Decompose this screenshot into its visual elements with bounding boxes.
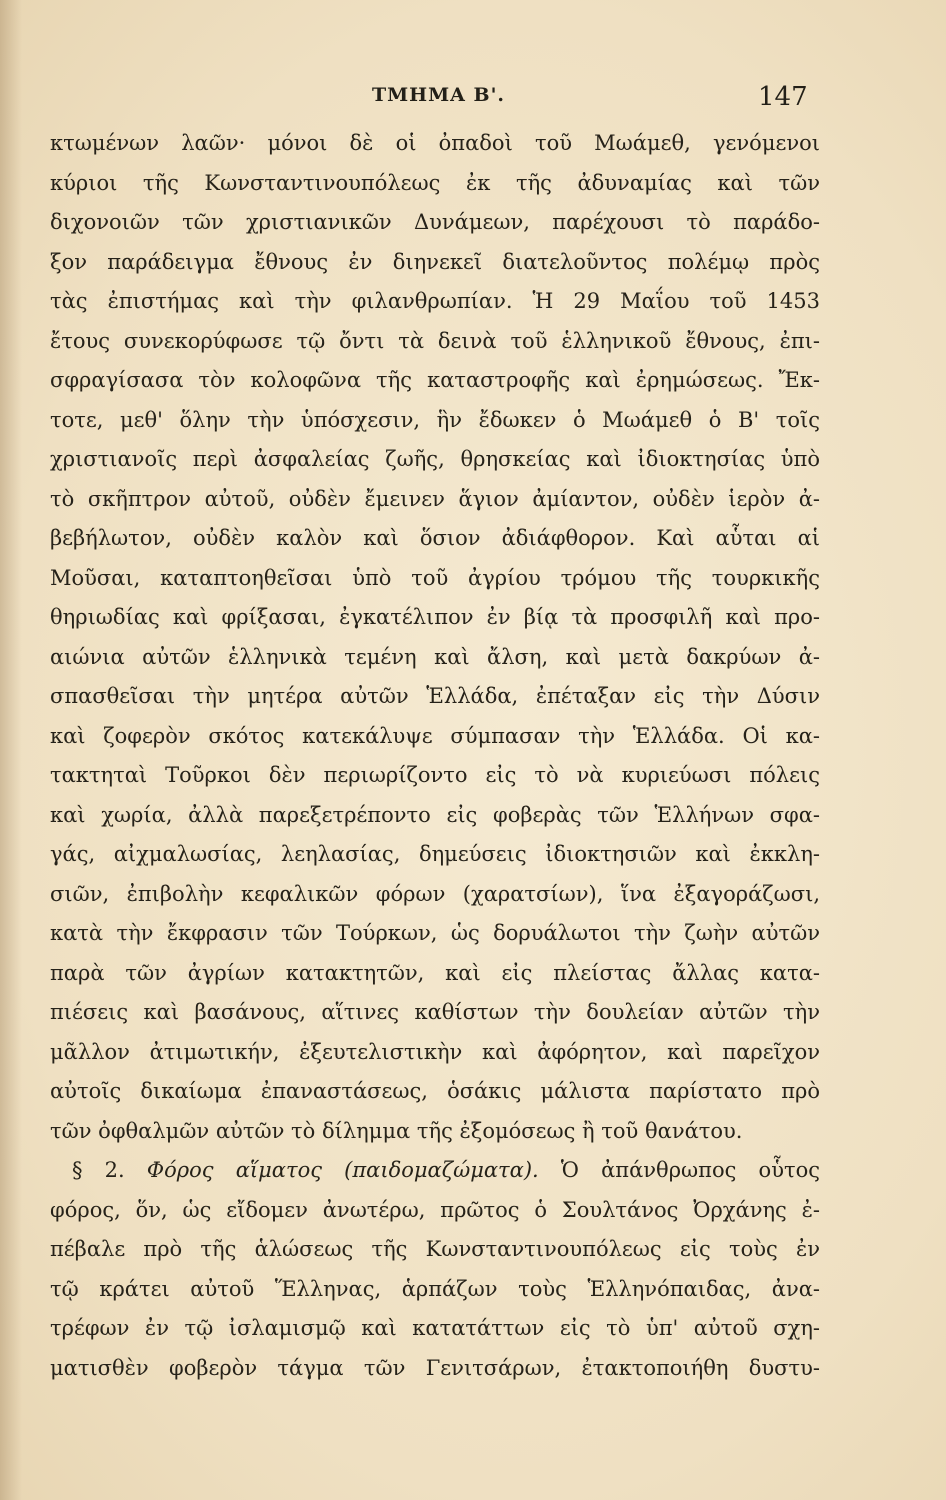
text-line: καὶ ζοφερὸν σκότος κατεκάλυψε σύμπασαν τὴν Ἑλλάδα. Οἱ κα-: [50, 723, 820, 748]
text-line: κτωμένων λαῶν· μόνοι δὲ οἱ ὀπαδοὶ τοῦ Μωάμεθ, γενόμενοι: [50, 131, 820, 155]
text-line: αιώνια αὐτῶν ἑλληνικὰ τεμένη καὶ ἄλση, καὶ μετὰ δακρύων ἀ-: [50, 644, 820, 669]
text-line: ξον παράδειγμα ἔθνους ἐν διηνεκεῖ διατελοῦντος πολέμῳ πρὸς: [50, 249, 820, 274]
text-line: σφραγίσασα τὸν κολοφῶνα τῆς καταστροφῆς καὶ ἐρημώσεως. Ἔκ-: [50, 368, 820, 392]
section-first-text: Ὁ ἀπάνθρωπος οὗτος: [560, 1158, 820, 1182]
section-marker: § 2.: [72, 1158, 125, 1182]
text-line: τῷ κράτει αὐτοῦ Ἕλληνας, ἁρπάζων τοὺς Ἑλληνόπαιδας, ἀνα-: [50, 1276, 820, 1301]
text-line: Μοῦσαι, καταπτοηθεῖσαι ὑπὸ τοῦ ἀγρίου τρόμου τῆς τουρκικῆς: [50, 565, 820, 590]
binding-shadow: [0, 0, 22, 1500]
running-head: ΤΜΗΜΑ Β'.: [372, 84, 506, 106]
text-line: πέβαλε πρὸ τῆς ἁλώσεως τῆς Κωνσταντινουπόλεως εἰς τοὺς ἐν: [50, 1237, 820, 1261]
text-line: αὐτοῖς δικαίωμα ἐπαναστάσεως, ὁσάκις μάλιστα παρίστατο πρὸ: [50, 1079, 820, 1103]
page-header: [0, 84, 946, 124]
text-line: πιέσεις καὶ βασάνους, αἵτινες καθίστων τὴν δουλείαν αὐτῶν τὴν: [50, 1000, 820, 1024]
section-title: Φόρος αἵματος (παιδομαζώματα).: [146, 1158, 539, 1182]
text-line: τὰς ἐπιστήμας καὶ τὴν φιλανθρωπίαν. Ἡ 29 Μαΐου τοῦ 1453: [50, 289, 820, 313]
section-heading-line: [50, 1151, 820, 1191]
paragraph-last-line: τῶν ὀφθαλμῶν αὐτῶν τὸ δίλημμα τῆς ἐξομόσεως ἢ τοῦ θανάτου.: [50, 1118, 743, 1143]
text-line: χριστιανοῖς περὶ ἀσφαλείας ζωῆς, θρησκείας καὶ ἰδιοκτησίας ὑπὸ: [50, 447, 820, 471]
text-line: ἔτους συνεκορύφωσε τῷ ὄντι τὰ δεινὰ τοῦ ἑλληνικοῦ ἔθνους, ἐπι-: [50, 328, 820, 353]
text-line: τρέφων ἐν τῷ ἰσλαμισμῷ καὶ κατατάττων εἰς τὸ ὑπ' αὐτοῦ σχη-: [50, 1316, 820, 1340]
page-number: 147: [758, 82, 808, 112]
text-line: φόρος, ὅν, ὡς εἴδομεν ἀνωτέρω, πρῶτος ὁ Σουλτάνος Ὀρχάνης ἐ-: [50, 1197, 820, 1222]
text-line: τοτε, μεθ' ὅλην τὴν ὑπόσχεσιν, ἣν ἔδωκεν ὁ Μωάμεθ ὁ Β' τοῖς: [50, 407, 820, 432]
text-line: καὶ χωρία, ἀλλὰ παρεξετρέποντο εἰς φοβερὰς τῶν Ἑλλήνων σφα-: [50, 802, 820, 827]
text-line: κύριοι τῆς Κωνσταντινουπόλεως ἐκ τῆς ἀδυναμίας καὶ τῶν: [50, 170, 820, 195]
text-line: μᾶλλον ἀτιμωτικήν, ἐξευτελιστικὴν καὶ ἀφόρητον, καὶ παρεῖχον: [50, 1039, 820, 1064]
text-line: γάς, αἰχμαλωσίας, λεηλασίας, δημεύσεις ἰδιοκτησιῶν καὶ ἐκκλη-: [50, 842, 820, 866]
text-line: διχονοιῶν τῶν χριστιανικῶν Δυνάμεων, παρέχουσι τὸ παράδο-: [50, 210, 820, 234]
text-line: σπασθεῖσαι τὴν μητέρα αὐτῶν Ἑλλάδα, ἐπέταξαν εἰς τὴν Δύσιν: [50, 684, 820, 708]
text-line: θηριωδίας καὶ φρίξασαι, ἐγκατέλιπον ἐν βίᾳ τὰ προσφιλῆ καὶ προ-: [50, 605, 820, 629]
text-line: σιῶν, ἐπιβολὴν κεφαλικῶν φόρων (χαρατσίων), ἵνα ἐξαγοράζωσι,: [50, 881, 820, 906]
text-line: κατὰ τὴν ἔκφρασιν τῶν Τούρκων, ὡς δορυάλωτοι τὴν ζωὴν αὐτῶν: [50, 921, 820, 945]
text-line: παρὰ τῶν ἀγρίων κατακτητῶν, καὶ εἰς πλείστας ἄλλας κατα-: [50, 960, 820, 985]
text-line: τακτηταὶ Τοῦρκοι δὲν περιωρίζοντο εἰς τὸ νὰ κυριεύωσι πόλεις: [50, 763, 820, 787]
text-line: βεβήλωτον, οὐδὲν καλὸν καὶ ὅσιον ἀδιάφθορον. Καὶ αὗται αἱ: [50, 526, 820, 550]
text-line: ματισθὲν φοβερὸν τάγμα τῶν Γενιτσάρων, ἐτακτοποιήθη δυστυ-: [50, 1355, 820, 1380]
text-line: τὸ σκῆπτρον αὐτοῦ, οὐδὲν ἔμεινεν ἅγιον ἀμίαντον, οὐδὲν ἱερὸν ἀ-: [50, 486, 820, 511]
body-text: [50, 124, 820, 1388]
